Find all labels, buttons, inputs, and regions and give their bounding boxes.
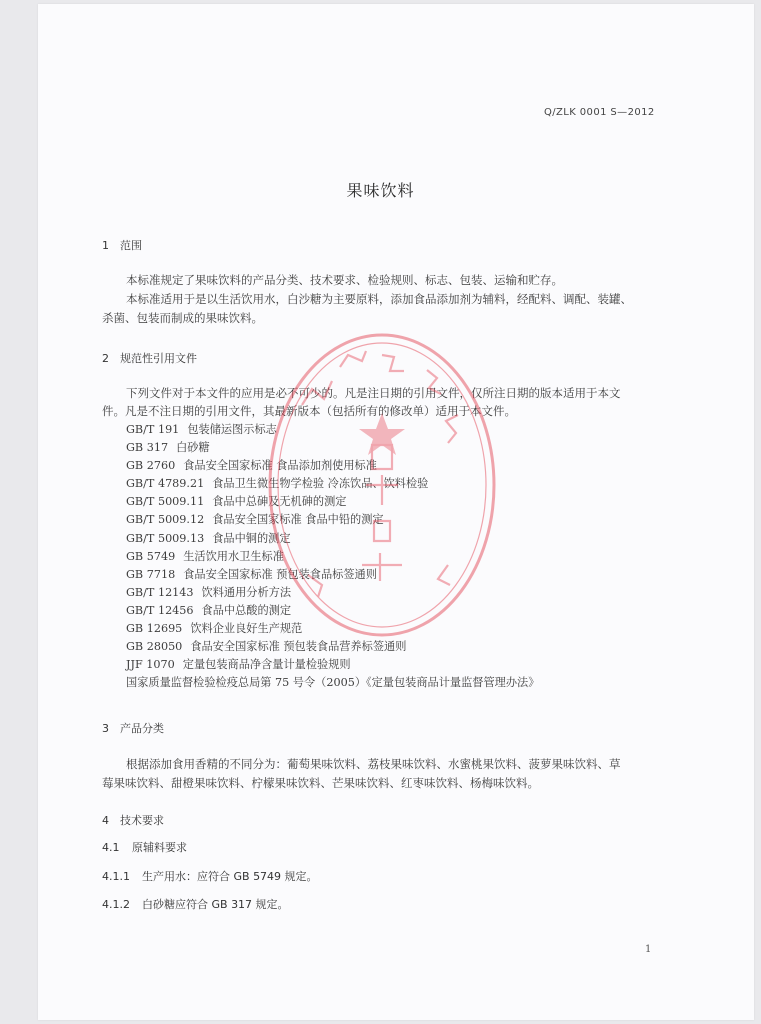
reference-title: 食品安全国家标准 预包装食品标签通则 — [183, 567, 377, 581]
reference-code: GB 5749 — [126, 549, 176, 563]
item-number: 4.1.2 — [102, 898, 130, 911]
reference-title: 饮料企业良好生产规范 — [190, 622, 303, 636]
reference-title: 定量包装商品净含量计量检验规则 — [182, 658, 351, 672]
item-number: 4.1.1 — [102, 870, 130, 883]
section-number: 2 — [102, 352, 109, 365]
reference-code: GB/T 191 — [126, 423, 180, 436]
reference-item — [126, 511, 539, 529]
reference-code: GB/T 5009.13 — [126, 531, 205, 545]
section-title: 规范性引用文件 — [120, 352, 197, 365]
reference-title: 食品安全国家标准 食品中铅的测定 — [212, 513, 384, 527]
reference-item — [126, 548, 539, 566]
reference-code: GB/T 4789.21 — [126, 477, 205, 491]
section-1-heading — [102, 237, 142, 253]
scope-paragraph-2-line-1: 本标准适用于是以生活饮用水，白沙糖为主要原料，添加食品添加剂为辅料，经配料、调配、装罐、 — [126, 292, 632, 306]
reference-title: 白砂糖 — [176, 441, 210, 455]
reference-item — [126, 530, 539, 548]
reference-title: 饮料通用分析方法 — [201, 585, 292, 599]
item-text: 白砂糖应符合 GB 317 规定。 — [142, 898, 289, 911]
reference-code: GB 7718 — [126, 567, 176, 581]
reference-item — [126, 638, 539, 656]
reference-code: GB/T 5009.11 — [126, 495, 205, 509]
reference-title: 食品卫生微生物学检验 冷冻饮品、饮料检验 — [212, 477, 429, 491]
section-title: 范围 — [120, 239, 142, 252]
reference-code: GB/T 12456 — [126, 603, 194, 617]
reference-item — [126, 475, 539, 493]
reference-code: GB 12695 — [126, 622, 183, 636]
standard-code: Q/ZLK 0001 S—2012 — [544, 107, 655, 118]
reference-title: 食品中总砷及无机砷的测定 — [212, 495, 347, 509]
section-title: 技术要求 — [120, 814, 164, 827]
reference-code: GB 28050 — [126, 640, 183, 654]
page-number: 1 — [645, 944, 652, 955]
reference-item — [126, 439, 539, 457]
reference-title: 食品中总酸的测定 — [201, 603, 292, 617]
scope-paragraph-2-line-2: 杀菌、包装而制成的果味饮料。 — [102, 311, 263, 325]
item-4-1-1 — [102, 868, 318, 884]
reference-item — [126, 620, 539, 638]
section-2-heading — [102, 350, 197, 366]
section-number: 4 — [102, 814, 109, 827]
section-number: 1 — [102, 239, 109, 252]
references-intro-line-2: 件。凡是不注日期的引用文件，其最新版本（包括所有的修改单）适用于本文件。 — [102, 404, 516, 418]
reference-item — [126, 493, 539, 511]
reference-code: GB/T 5009.12 — [126, 513, 205, 527]
reference-item — [126, 602, 539, 620]
reference-title: 生活饮用水卫生标准 — [183, 549, 284, 563]
section-3-heading — [102, 720, 164, 736]
subsection-4-1-heading — [102, 839, 187, 855]
reference-title: 食品安全国家标准 预包装食品营养标签通则 — [190, 640, 407, 654]
reference-title: 食品安全国家标准 食品添加剂使用标准 — [183, 459, 377, 473]
section-title: 产品分类 — [120, 722, 164, 735]
item-4-1-2 — [102, 896, 289, 912]
reference-code: GB/T 12143 — [126, 585, 194, 599]
classification-line-1: 根据添加食用香精的不同分为：葡萄果味饮料、荔枝果味饮料、水蜜桃果饮料、菠萝果味饮料、草 — [126, 757, 621, 771]
reference-list — [126, 421, 539, 692]
scope-paragraph-1: 本标准规定了果味饮料的产品分类、技术要求、检验规则、标志、包装、运输和贮存。 — [126, 273, 563, 287]
reference-code: JJF 1070 — [126, 658, 175, 672]
subsection-number: 4.1 — [102, 841, 120, 854]
reference-item — [126, 584, 539, 602]
reference-title: 食品中铜的测定 — [212, 531, 291, 545]
item-text: 生产用水：应符合 GB 5749 规定。 — [142, 870, 318, 883]
document-title: 果味饮料 — [346, 181, 415, 200]
classification-line-2: 莓果味饮料、甜橙果味饮料、柠檬果味饮料、芒果味饮料、红枣味饮料、杨梅味饮料。 — [102, 776, 539, 790]
reference-title: 包装储运图示标志 — [187, 423, 277, 436]
reference-item — [126, 656, 539, 674]
reference-item — [126, 421, 539, 439]
reference-item — [126, 457, 539, 475]
section-4-heading — [102, 812, 164, 828]
reference-code: GB 317 — [126, 441, 169, 455]
reference-item — [126, 566, 539, 584]
subsection-title: 原辅料要求 — [132, 841, 187, 854]
references-intro-line-1: 下列文件对于本文件的应用是必不可少的。凡是注日期的引用文件，仅所注日期的版本适用于本文 — [126, 386, 621, 400]
reference-item-regulation: 国家质量监督检验检疫总局第 75 号令（2005）《定量包装商品计量监督管理办法》 — [126, 676, 540, 690]
section-number: 3 — [102, 722, 109, 735]
reference-code: GB 2760 — [126, 459, 176, 473]
